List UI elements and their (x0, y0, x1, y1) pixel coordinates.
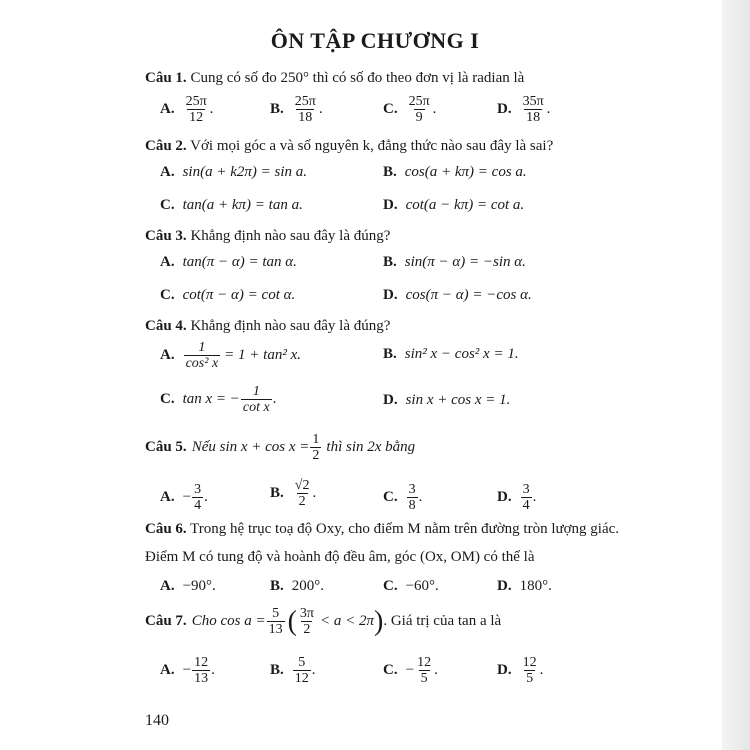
question-6-option-d[interactable]: D. 180°. (497, 578, 552, 594)
question-7-option-a[interactable]: A. − $\frac{12}{13}$ . (160, 655, 215, 686)
question-7: Câu 7. Cho cos a = $\frac{5}{13}$ ( $\frac{3\pi}{2}$ < a < 2π ) . Giá trị của tan a là (145, 605, 502, 637)
fraction: $\frac{3}{4}$ (194, 482, 202, 513)
question-2-option-d[interactable]: D. cot(a − kπ) = cot a. (383, 197, 525, 213)
question-4-label: Câu 4. (145, 318, 187, 334)
question-5-option-a[interactable]: A. − $\frac{3}{4}$ . (160, 482, 208, 513)
question-4-text: Khẳng định nào sau đây là đúng? (190, 318, 391, 334)
question-2-label: Câu 2. (145, 138, 187, 154)
page-title: ÔN TẬP CHƯƠNG I (270, 28, 480, 53)
fraction: $\frac{1}{\text{cot x}}$ (242, 384, 270, 415)
fraction: $\frac{√2}{2}$ (294, 478, 310, 509)
question-2 (145, 136, 553, 156)
question-4 (145, 316, 390, 336)
question-7-option-c[interactable]: C. − $\frac{12}{5}$ . (383, 655, 438, 686)
fraction: $\frac{12}{13}$ (194, 655, 209, 686)
fraction: $\frac{35\pi}{18}$ (522, 94, 544, 125)
question-7-label: Câu 7. (145, 613, 187, 629)
question-4-option-a[interactable]: A. $\frac{1}{\text{cos² x}}$ = 1 + tan² x. (160, 340, 301, 371)
question-3-option-b[interactable]: B. sin(π − α) = −sin α. (383, 254, 526, 270)
question-6-option-c[interactable]: C. −60°. (383, 578, 439, 594)
fraction: $\frac{25\pi}{18}$ (294, 94, 316, 125)
question-6-line-1: Trong hệ trục toạ độ Oxy, cho điểm M nằm trên đường tròn lượng giác. (190, 521, 620, 537)
question-4-option-d[interactable]: D. sin x + cos x = 1. (383, 392, 511, 408)
fraction: $\frac{5}{12}$ (294, 655, 309, 686)
question-6-option-a[interactable]: A. −90°. (160, 578, 216, 594)
question-5-label: Câu 5. (145, 439, 187, 455)
question-2-option-c[interactable]: C. tan(a + kπ) = tan a. (160, 197, 303, 213)
question-4-option-b[interactable]: B. sin² x − cos² x = 1. (383, 346, 519, 362)
question-1 (145, 68, 524, 88)
question-2-option-a[interactable]: A. sin(a + k2π) = sin a. (160, 164, 308, 180)
question-3-text: Khẳng định nào sau đây là đúng? (190, 228, 391, 244)
fraction: $\frac{25\pi}{9}$ (408, 94, 430, 125)
question-1-option-c[interactable]: C. $\frac{25\pi}{9}$ . (383, 94, 437, 125)
question-4-option-c[interactable]: C. tan x = − $\frac{1}{\text{cot x}}$ . (160, 384, 277, 415)
question-1-option-d[interactable]: D. $\frac{35\pi}{18}$ . (497, 94, 551, 125)
left-paren: ( (287, 605, 297, 637)
page-number: 140 (145, 712, 169, 729)
question-1-option-b[interactable]: B. $\frac{25\pi}{18}$ . (270, 94, 323, 125)
fraction: $\frac{3}{8}$ (408, 482, 416, 513)
fraction: $\frac{1}{\text{cos² x}}$ (185, 340, 219, 371)
question-5-option-b[interactable]: B. $\frac{√2}{2}$ . (270, 478, 317, 509)
question-5: Câu 5. Nếu sin x + cos x = $\frac{1}{2}$ thì sin 2x bằng (145, 432, 416, 463)
question-3-option-c[interactable]: C. cot(π − α) = cot α. (160, 287, 296, 303)
fraction: $\frac{12}{5}$ (522, 655, 537, 686)
question-7-option-b[interactable]: B. $\frac{5}{12}$ . (270, 655, 316, 686)
question-1-option-a[interactable]: A. $\frac{25\pi}{12}$ . (160, 94, 214, 125)
question-5-option-c[interactable]: C. $\frac{3}{8}$ . (383, 482, 423, 513)
fraction: $\frac{1}{2}$ (312, 432, 320, 463)
question-2-text: Với mọi góc a và số nguyên k, đẳng thức nào sau đây là sai? (190, 138, 554, 154)
fraction: $\frac{25\pi}{12}$ (185, 94, 207, 125)
question-6-option-b[interactable]: B. 200°. (270, 578, 325, 594)
question-7-option-d[interactable]: D. $\frac{12}{5}$ . (497, 655, 544, 686)
question-6 (145, 519, 619, 539)
question-6-label: Câu 6. (145, 521, 187, 537)
question-5-option-d[interactable]: D. $\frac{3}{4}$ . (497, 482, 537, 513)
right-paren: ) (373, 605, 384, 637)
fraction: $\frac{3}{4}$ (522, 482, 530, 513)
question-1-text: Cung có số đo 250° thì có số đo theo đơn vị là radian là (190, 70, 525, 86)
fraction: $\frac{5}{13}$ (268, 606, 283, 637)
question-3-option-d[interactable]: D. cos(π − α) = −cos α. (383, 287, 532, 303)
fraction: $\frac{12}{5}$ (417, 655, 432, 686)
question-3 (145, 226, 390, 246)
question-6-line-2: Điểm M có tung độ và hoành độ đều âm, góc (Ox, OM) có thể là (145, 549, 535, 565)
question-3-option-a[interactable]: A. tan(π − α) = tan α. (160, 254, 297, 270)
question-1-label: Câu 1. (145, 70, 187, 86)
question-3-label: Câu 3. (145, 228, 187, 244)
fraction: $\frac{3\pi}{2}$ (299, 606, 314, 637)
question-2-option-b[interactable]: B. cos(a + kπ) = cos a. (383, 164, 527, 180)
page-edge (722, 0, 750, 750)
